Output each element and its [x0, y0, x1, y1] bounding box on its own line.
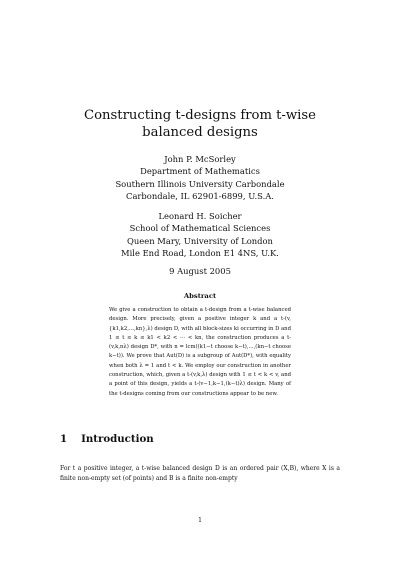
author-block-2: [70, 210, 330, 259]
abstract-heading: Abstract: [183, 292, 217, 300]
affiliation-line: School of Mathematical Sciences: [129, 223, 271, 234]
section-title: Introduction: [81, 433, 154, 445]
affiliation-line: Mile End Road, London E1 4NS, U.K.: [121, 247, 279, 258]
author-name: John P. McSorley: [164, 154, 236, 164]
abstract-text: We give a construction to obtain a t-design from a t-wise balanced design. More precisely, given a positive integer k and a t-(v,{k1,k2,...,kn},λ) design D, with all block-sizes ki occurring in D and 1 ≤ t ≤ k ≤ k1 < k2 < ··· < kn, the construction produces a t-(v,k,nλ) design D*, with n = lcm((k1−t choose k−t),...,(kn−t choose k−t)). We prove that Aut(D) is a subgroup of Aut(D*), with equality when both λ = 1 and t < k. We employ our construction in another construction, which, given a t-(v,k,λ) design with 1 ≤ t < k < v, and a point of this design, yields a t-(v−1,k−1,(k−t)λ) design. Many of the t-designs coming from our constructions appear to be new.: [109, 307, 291, 397]
section-heading: [60, 433, 154, 445]
paper-title: Constructing t-designs from t-wise balanced designs: [84, 108, 316, 140]
paper-date: 9 August 2005: [169, 266, 231, 276]
section-number: 1: [60, 433, 68, 445]
page-number: 1: [198, 517, 202, 524]
affiliation-line: Southern Illinois University Carbondale: [115, 178, 285, 189]
affiliation-line: Carbondale, IL 62901-6899, U.S.A.: [126, 190, 274, 201]
intro-paragraph: For t a positive integer, a t-wise balanced design D is an ordered pair (X,B), where X is a finite non-empty set (of points) and B is a finite non-empty: [60, 465, 340, 482]
author-name: Leonard H. Soicher: [158, 211, 242, 221]
affiliation-line: Department of Mathematics: [140, 166, 260, 177]
affiliation-line: Queen Mary, University of London: [127, 235, 273, 246]
author-block-1: [70, 153, 330, 202]
